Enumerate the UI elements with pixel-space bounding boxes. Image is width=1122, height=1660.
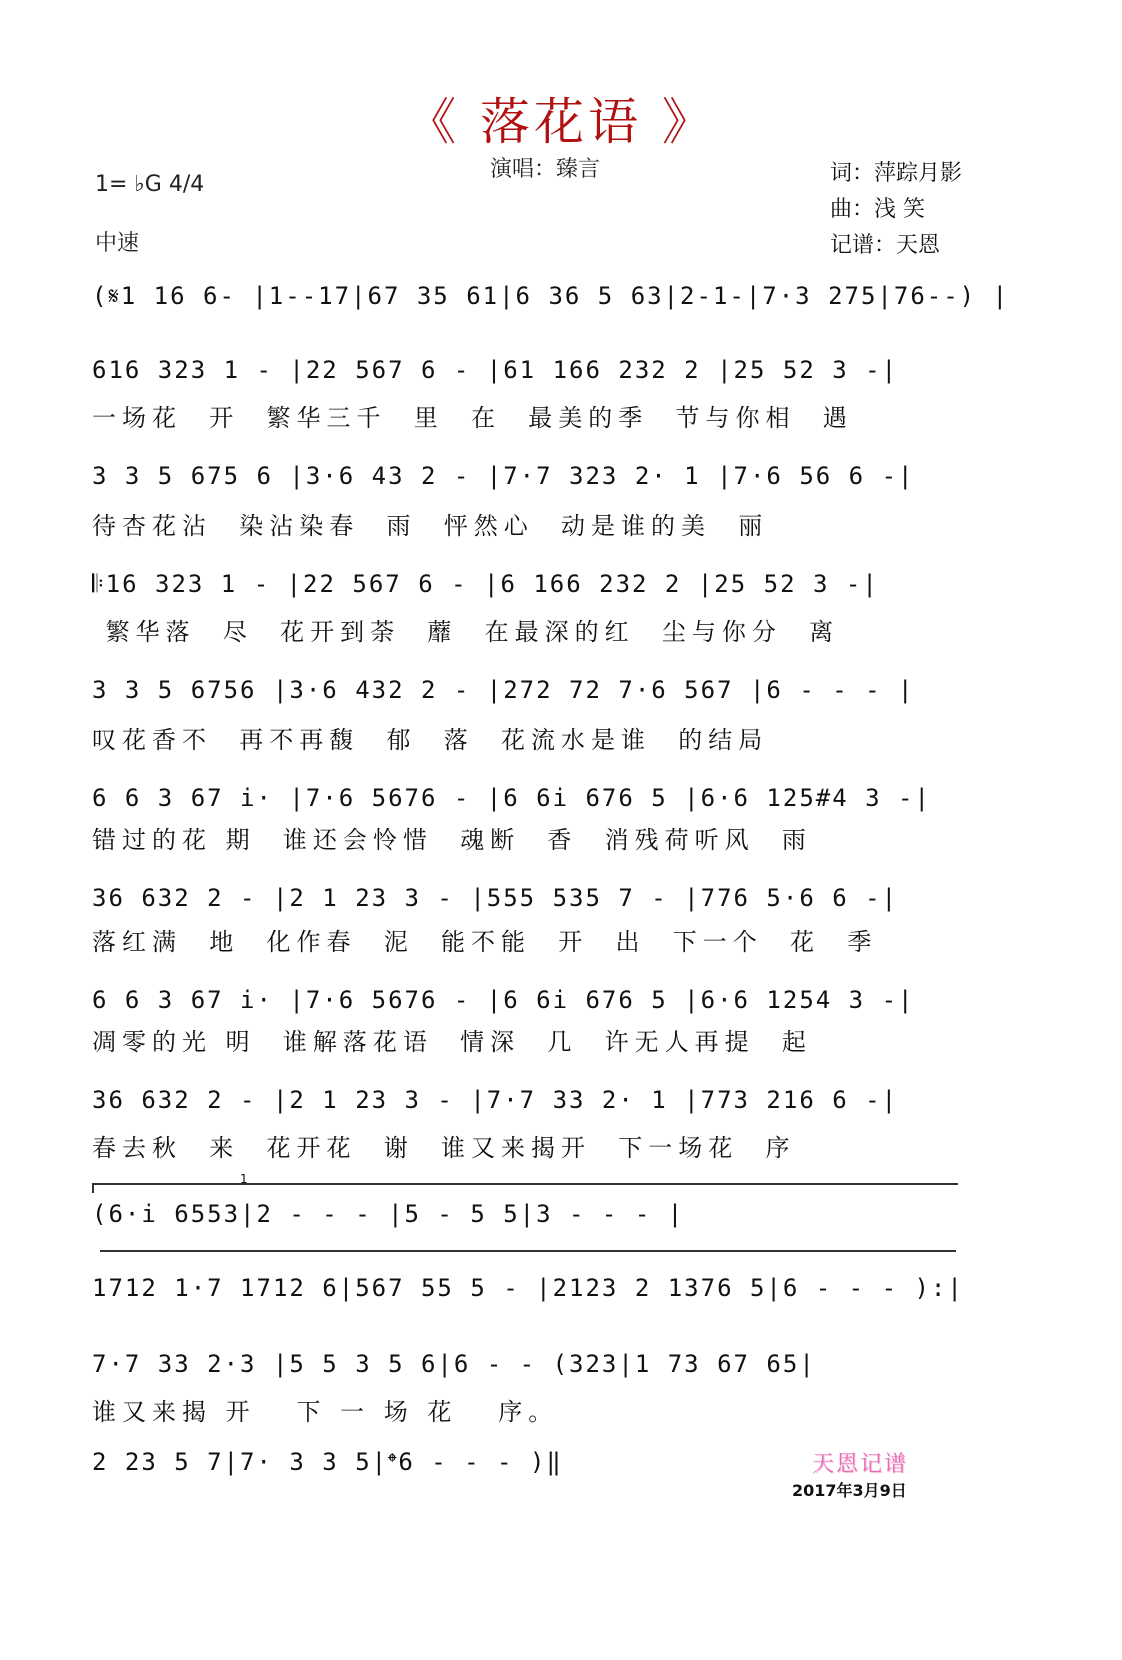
notes-line-8: 36 632 2 - |2 1 23 3 - |7·7 33 2· 1 |773 216 6 -| bbox=[92, 1086, 899, 1114]
credits-block bbox=[830, 156, 962, 264]
transcription-date: 2017年3月9日 bbox=[792, 1481, 907, 1500]
lyrics-line-7: 凋零的光 明 谁解落花语 情深 几 许无人再提 起 bbox=[92, 1028, 812, 1056]
ending-lyrics: 谁又来揭 开 下 一 场 花 序。 bbox=[92, 1398, 559, 1426]
singer-credit: 演唱：臻言 bbox=[490, 157, 601, 182]
notes-line-6: 36 632 2 - |2 1 23 3 - |555 535 7 - |776 5·6 6 -| bbox=[92, 884, 899, 912]
volta-bracket-tick bbox=[92, 1183, 94, 1193]
interlude-notes-1: (6·i 6553|2 - - - |5 - 5 5|3 - - - | bbox=[92, 1200, 685, 1228]
notes-line-4: 3 3 5 6756 |3·6 432 2 - |272 72 7·6 567 |6 - - - | bbox=[92, 676, 915, 704]
notes-line-1: 616 323 1 - |22 567 6 - |61 166 232 2 |25 52 3 -| bbox=[92, 356, 899, 384]
notes-line-5: 6 6 3 67 i· |7·6 5676 - |6 6i 676 5 |6·6 125#4 3 -| bbox=[92, 784, 931, 812]
notes-line-3: 𝄆16 323 1 - |22 567 6 - |6 166 232 2 |25 52 3 -| bbox=[92, 570, 879, 598]
song-title: 《 落花语 》 bbox=[406, 93, 716, 151]
interlude-notes-2: 1712 1·7 1712 6|567 55 5 - |2123 2 1376 5|6 - - - ):| bbox=[92, 1274, 964, 1302]
lyrics-line-1: 一场花 开 繁华三千 里 在 最美的季 节与你相 遇 bbox=[92, 404, 853, 432]
ending-notes: 7·7 33 2·3 |5 5 3 5 6|6 - - (323|1 73 67 65| bbox=[92, 1350, 816, 1378]
notes-line-7: 6 6 3 67 i· |7·6 5676 - |6 6i 676 5 |6·6 1254 3 -| bbox=[92, 986, 915, 1014]
lyricist-credit: 词：萍踪月影 bbox=[829, 161, 962, 186]
volta-bracket-lower bbox=[100, 1250, 956, 1252]
lyrics-line-3: 繁华落 尽 花开到荼 蘼 在最深的红 尘与你分 离 bbox=[92, 618, 840, 646]
intro-notes: (𝄋1 16 6- |1--17|67 35 61|6 36 5 63|2-1-|7·3 275|76--) | bbox=[92, 282, 1010, 310]
lyrics-line-2: 待杏花沾 染沾染春 雨 怦然心 动是谁的美 丽 bbox=[92, 512, 769, 540]
transcriber-stamp: 天恩记谱 bbox=[812, 1452, 909, 1477]
composer-credit: 曲：浅 笑 bbox=[829, 197, 925, 222]
notes-line-2: 3 3 5 675 6 |3·6 43 2 - |7·7 323 2· 1 |7·6 56 6 -| bbox=[92, 462, 915, 490]
lyrics-line-5: 错过的花 期 谁还会怜惜 魂断 香 消残荷听风 雨 bbox=[92, 826, 812, 854]
lyrics-line-4: 叹花香不 再不再馥 郁 落 花流水是谁 的结局 bbox=[92, 726, 769, 754]
lyrics-line-8: 春去秋 来 花开花 谢 谁又来揭开 下一场花 序 bbox=[92, 1134, 796, 1162]
transcriber-credit: 记谱：天恩 bbox=[829, 233, 940, 258]
coda-notes: 2 23 5 7|7· 3 3 5|𝄌6 - - - )‖ bbox=[92, 1448, 563, 1476]
volta-bracket bbox=[92, 1183, 958, 1185]
tempo-marking: 中速 bbox=[95, 231, 140, 256]
lyrics-line-6: 落红满 地 化作春 泥 能不能 开 出 下一个 花 季 bbox=[92, 928, 878, 956]
key-signature: 1= ♭G 4/4 bbox=[95, 172, 205, 197]
volta-number: 1 bbox=[240, 1172, 248, 1186]
